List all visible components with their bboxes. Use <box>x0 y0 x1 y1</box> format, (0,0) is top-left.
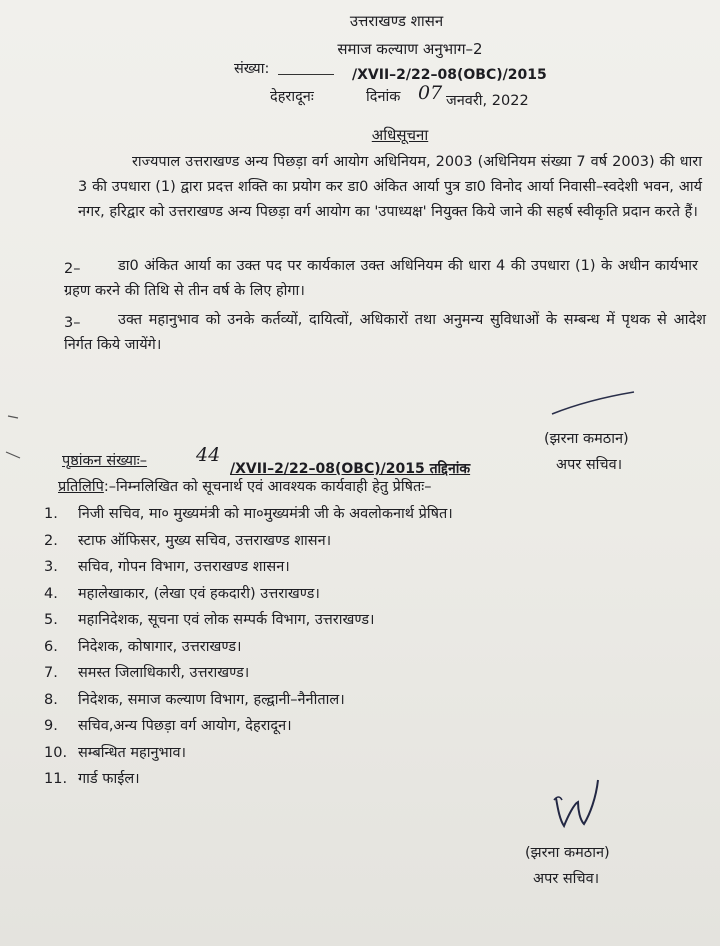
date-day-handwritten: 07 <box>418 82 443 104</box>
signatory-designation: अपर सचिव। <box>556 457 623 473</box>
endorsement-number-handwritten: 44 <box>196 444 221 466</box>
recipient-item <box>44 740 453 767</box>
paragraph-1: राज्यपाल उत्तराखण्ड अन्य पिछड़ा वर्ग आयोग अधिनियम, 2003 (अधिनियम संख्या 7 वर्ष 2003) की धारा 3 की उपधारा (1) द्वारा प्रदत्त शक्ति का प्रयोग कर डा0 अंकित आर्या पुत्र डा0 विनोद आर्या निवासी–स्वदेशी भवन, आर्य नगर, हरिद्वार को उत्तराखण्ड अन्य पिछड़ा वर्ग आयोग का 'उपाध्यक्ष' नियुक्त किये जाने की सहर्ष स्वीकृति प्रदान करते हैं। <box>78 154 702 220</box>
government-header: उत्तराखण्ड शासन <box>349 12 444 30</box>
recipient-text: सचिव, गोपन विभाग, उत्तराखण्ड शासन। <box>78 559 290 575</box>
recipient-item <box>44 713 453 740</box>
recipient-number: 11. <box>44 771 68 787</box>
copy-text: :–निम्नलिखित को सूचनार्थ एवं आवश्यक कार्यवाही हेतु प्रेषितः– <box>103 479 432 495</box>
signatory-name: (झरना कमठान) <box>544 431 629 447</box>
department-header: समाज कल्याण अनुभाग–2 <box>337 40 483 58</box>
recipient-text: सचिव,अन्य पिछड़ा वर्ग आयोग, देहरादून। <box>78 718 292 734</box>
recipient-text: स्टाफ ऑफिसर, मुख्य सचिव, उत्तराखण्ड शासन। <box>78 532 332 549</box>
recipient-text: गार्ड फाईल। <box>78 771 140 787</box>
recipient-text: निजी सचिव, मा० मुख्यमंत्री को मा०मुख्यमंत्री जी के अवलोकनार्थ प्रेषित। <box>78 506 453 522</box>
recipient-text: समस्त जिलाधिकारी, उत्तराखण्ड। <box>78 665 250 681</box>
recipient-item <box>44 554 453 581</box>
recipient-text: निदेशक, समाज कल्याण विभाग, हल्द्वानी–नैनीताल। <box>78 691 345 708</box>
copy-line <box>58 480 431 495</box>
recipient-item <box>44 501 453 528</box>
paragraph-2-number: 2– <box>64 261 81 277</box>
signature-1 <box>548 384 648 428</box>
recipient-list <box>44 501 453 793</box>
margin-pen-marks <box>2 408 32 468</box>
recipient-item <box>44 660 453 687</box>
recipient-number: 2. <box>44 532 58 549</box>
place-label: देहरादूनः <box>270 89 314 105</box>
recipient-item <box>44 528 453 555</box>
recipient-text: महानिदेशक, सूचना एवं लोक सम्पर्क विभाग, उत्तराखण्ड। <box>78 612 375 628</box>
recipient-item <box>44 634 453 661</box>
recipient-item <box>44 766 453 793</box>
paragraph-3-number: 3– <box>64 315 81 331</box>
recipient-text: महालेखाकार, (लेखा एवं हकदारी) उत्तराखण्ड। <box>78 585 320 602</box>
copy-label: प्रतिलिपि <box>58 479 104 495</box>
recipient-number: 1. <box>44 506 58 522</box>
paragraph-2: डा0 अंकित आर्या का उक्त पद पर कार्यकाल उक्त अधिनियम की धारा 4 की उपधारा (1) के अधीन कार्यभार ग्रहण करने की तिथि से तीन वर्ष के लिए होगा। <box>64 258 698 299</box>
recipient-number: 8. <box>44 691 58 708</box>
date-label: दिनांक <box>366 89 401 105</box>
signatory-2-designation: अपर सचिव। <box>533 871 600 887</box>
endorsement-reference: /XVII–2/22–08(OBC)/2015 तद्दिनांक <box>230 461 471 477</box>
recipient-number: 4. <box>44 585 58 602</box>
recipient-number: 10. <box>44 744 68 761</box>
number-label: संख्या: <box>234 61 270 77</box>
recipient-item <box>44 687 453 714</box>
recipient-number: 9. <box>44 718 58 734</box>
recipient-text: निदेशक, कोषागार, उत्तराखण्ड। <box>78 638 242 655</box>
paragraph-3: उक्त महानुभाव को उनके कर्तव्यों, दायित्वों, अधिकारों तथा अनुमन्य सुविधाओं के सम्बन्ध में पृथक से आदेश निर्गत किये जायेंगे। <box>64 312 706 353</box>
date-month-year: जनवरी, 2022 <box>446 93 529 109</box>
signatory-2-name: (झरना कमठान) <box>525 845 610 861</box>
recipient-item <box>44 581 453 608</box>
recipient-number: 3. <box>44 559 58 575</box>
recipient-number: 5. <box>44 612 58 628</box>
recipient-text: सम्बन्धित महानुभाव। <box>78 744 187 761</box>
order-reference: /XVII–2/22–08(OBC)/2015 <box>352 67 547 83</box>
recipient-item <box>44 607 453 634</box>
number-blank-line <box>278 74 334 75</box>
recipient-number: 6. <box>44 638 58 655</box>
recipient-number: 7. <box>44 665 58 681</box>
signature-2 <box>548 776 608 832</box>
notification-title: अधिसूचना <box>371 126 429 144</box>
endorsement-label: पृष्ठांकन संख्याः– <box>62 453 147 469</box>
